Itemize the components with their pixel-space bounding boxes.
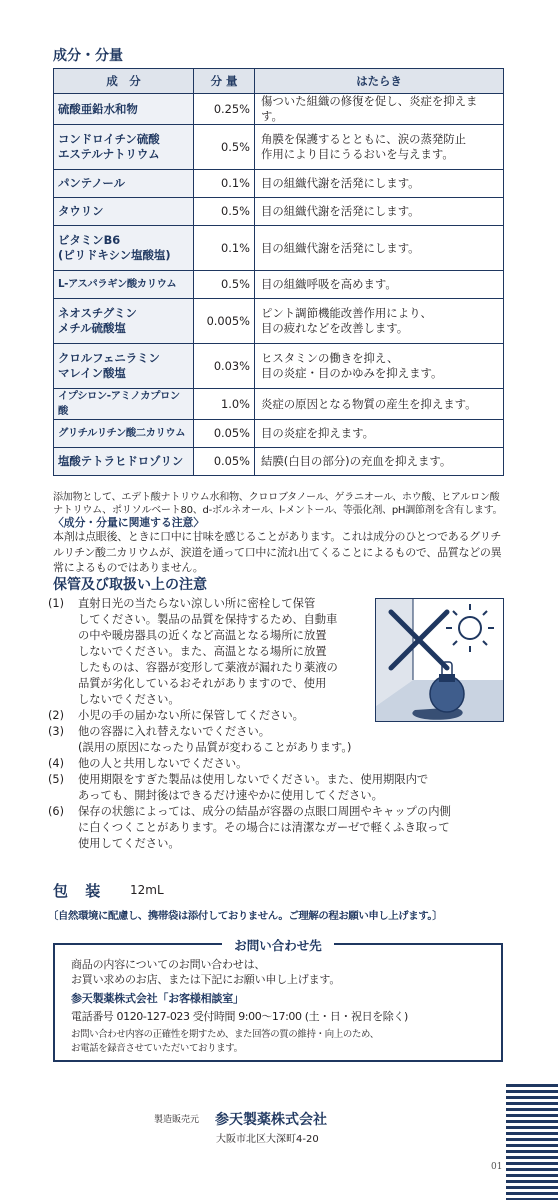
- ingredient-amount: 0.005%: [194, 299, 255, 344]
- contact-title-wrap: [55, 935, 501, 954]
- ingredient-function: 傷ついた組織の修復を促し、炎症を抑えます。: [255, 94, 504, 125]
- maker-address: 大阪市北区大深町4-20: [216, 1134, 319, 1145]
- contact-phone: 電話番号 0120-127-023 受付時間 9:00～17:00 (土・日・祝日を除く): [71, 1010, 408, 1023]
- ingredient-amount: 0.5%: [194, 198, 255, 226]
- list-item-number: (4): [48, 757, 65, 770]
- ingredient-amount: 0.5%: [194, 271, 255, 299]
- page-number: 01: [491, 1162, 503, 1172]
- ingredient-function: 目の組織代謝を活発にします。: [255, 170, 504, 198]
- ingredient-amount: 0.1%: [194, 226, 255, 271]
- storage-title: 保管及び取扱い上の注意: [53, 577, 207, 593]
- contact-title: お問い合わせ先: [222, 938, 334, 953]
- list-item-number: (2): [48, 709, 65, 722]
- ingredient-function: 目の炎症を抑えます。: [255, 420, 504, 448]
- caution-text: 本剤は点眼後、ときに口中に甘味を感じることがあります。これは成分のひとつであるグリチルリチン酸二カリウムが、涙道を通って口中に流れ出てくることによるもので、品質などの異常によるものではありません。: [53, 530, 502, 574]
- list-item: [48, 756, 451, 772]
- contact-notice: お問い合わせ内容の正確性を期すため、また回答の質の維持・向上のため、 お電話を録音させていただいております。: [71, 1029, 379, 1054]
- ingredient-amount: 0.03%: [194, 344, 255, 389]
- ingredient-name: イプシロン-アミノカプロン酸: [54, 389, 194, 420]
- table-row: [54, 125, 504, 170]
- column-header-function: はたらき: [255, 69, 504, 94]
- ingredient-name: パンテノール: [54, 170, 194, 198]
- ingredient-function: 角膜を保護するとともに、涙の蒸発防止 作用により目にうるおいを与えます。: [255, 125, 504, 170]
- ingredient-name: タウリン: [54, 198, 194, 226]
- list-item-text: 他の人と共用しないでください。: [78, 757, 248, 770]
- ingredient-amount: 0.25%: [194, 94, 255, 125]
- table-header-row: [54, 69, 504, 94]
- ingredient-name: ネオスチグミン メチル硫酸塩: [54, 299, 194, 344]
- contact-intro: 商品の内容についてのお問い合わせは、 お買い求めのお店、または下記にお願い申し上げます。: [71, 958, 341, 986]
- ingredient-name: L-アスパラギン酸カリウム: [54, 271, 194, 299]
- ingredient-function: 目の組織代謝を活発にします。: [255, 198, 504, 226]
- barcode-stripes: [506, 1084, 558, 1200]
- ingredients-title: 成分・分量: [53, 48, 123, 64]
- table-row: [54, 344, 504, 389]
- table-row: [54, 420, 504, 448]
- list-item-number: (5): [48, 773, 65, 786]
- list-item-number: (3): [48, 725, 65, 738]
- table-row: [54, 299, 504, 344]
- list-item-text: 保存の状態によっては、成分の結晶が容器の点眼口周囲やキャップの内側 に白くつくことがあります。その場合には清潔なガーゼで軽くふき取って 使用してください。: [78, 805, 451, 850]
- additives-note: 添加物として、エデト酸ナトリウム水和物、クロロブタノール、ゲラニオール、ホウ酸、ヒアルロン酸ナトリウム、ポリソルベート80、d-ボルネオール、l-メントール、等張化剤、pH調節剤を含有します。: [53, 492, 503, 516]
- list-item-text: 小児の手の届かない所に保管してください。: [78, 709, 304, 722]
- column-header-name: 成 分: [54, 69, 194, 94]
- table-row: [54, 198, 504, 226]
- package-title: 包 装: [53, 882, 107, 900]
- storage-illustration: [375, 598, 504, 722]
- list-item-number: (6): [48, 805, 65, 818]
- list-item-text: 直射日光の当たらない涼しい所に密栓して保管 してください。製品の品質を保持するため、自動車 の中や暖房器具の近くなど高温となる場所に放置 しないでください。また、高温となる場所に放置 したものは、容器が変形して薬液が漏れたり薬液の 品質が劣化しているおそれがありますので、使用 しないでください。: [78, 597, 338, 706]
- ingredients-table: [53, 68, 504, 476]
- list-item-number: (1): [48, 597, 65, 610]
- ingredient-name: コンドロイチン硫酸 エステルナトリウム: [54, 125, 194, 170]
- ingredient-name: グリチルリチン酸二カリウム: [54, 420, 194, 448]
- table-row: [54, 271, 504, 299]
- ingredient-amount: 0.5%: [194, 125, 255, 170]
- package-volume: 12mL: [130, 883, 164, 897]
- contact-company: 参天製薬株式会社「お客様相談室」: [71, 992, 244, 1005]
- column-header-amount: 分 量: [194, 69, 255, 94]
- ingredient-function: 目の組織代謝を活発にします。: [255, 226, 504, 271]
- list-item: [48, 724, 451, 756]
- ingredient-function: ピント調節機能改善作用により、 目の疲れなどを改善します。: [255, 299, 504, 344]
- ingredient-amount: 0.05%: [194, 448, 255, 476]
- ingredient-function: 炎症の原因となる物質の産生を抑えます。: [255, 389, 504, 420]
- caution-title: 〈成分・分量に関連する注意〉: [53, 516, 205, 529]
- list-item: [48, 772, 451, 804]
- list-item: [48, 804, 451, 852]
- ingredient-amount: 0.05%: [194, 420, 255, 448]
- ingredients-table-body: [54, 94, 504, 476]
- ingredient-name: クロルフェニラミン マレイン酸塩: [54, 344, 194, 389]
- ingredient-amount: 1.0%: [194, 389, 255, 420]
- list-item-text: 使用期限をすぎた製品は使用しないでください。また、使用期限内で あっても、開封後はできるだけ速やかに使用してください。: [78, 773, 429, 802]
- table-row: [54, 94, 504, 125]
- ingredient-function: ヒスタミンの働きを抑え、 目の炎症・目のかゆみを抑えます。: [255, 344, 504, 389]
- table-row: [54, 389, 504, 420]
- ingredient-name: ビタミンB6 (ピリドキシン塩酸塩): [54, 226, 194, 271]
- table-row: [54, 226, 504, 271]
- package-note: 〔自然環境に配慮し、携帯袋は添付しておりません。ご理解の程お願い申し上げます。〕: [48, 910, 443, 922]
- ingredient-amount: 0.1%: [194, 170, 255, 198]
- table-row: [54, 448, 504, 476]
- list-item-text: 他の容器に入れ替えないでください。 (誤用の原因になったり品質が変わることがあります。): [78, 725, 352, 754]
- contact-box: [53, 938, 503, 1062]
- maker-name: 参天製薬株式会社: [215, 1112, 327, 1128]
- ingredient-name: 硫酸亜鉛水和物: [54, 94, 194, 125]
- table-row: [54, 170, 504, 198]
- ingredient-name: 塩酸テトラヒドロゾリン: [54, 448, 194, 476]
- maker-label: 製造販売元: [154, 1115, 200, 1125]
- ingredient-function: 目の組織呼吸を高めます。: [255, 271, 504, 299]
- ingredient-function: 結膜(白目の部分)の充血を抑えます。: [255, 448, 504, 476]
